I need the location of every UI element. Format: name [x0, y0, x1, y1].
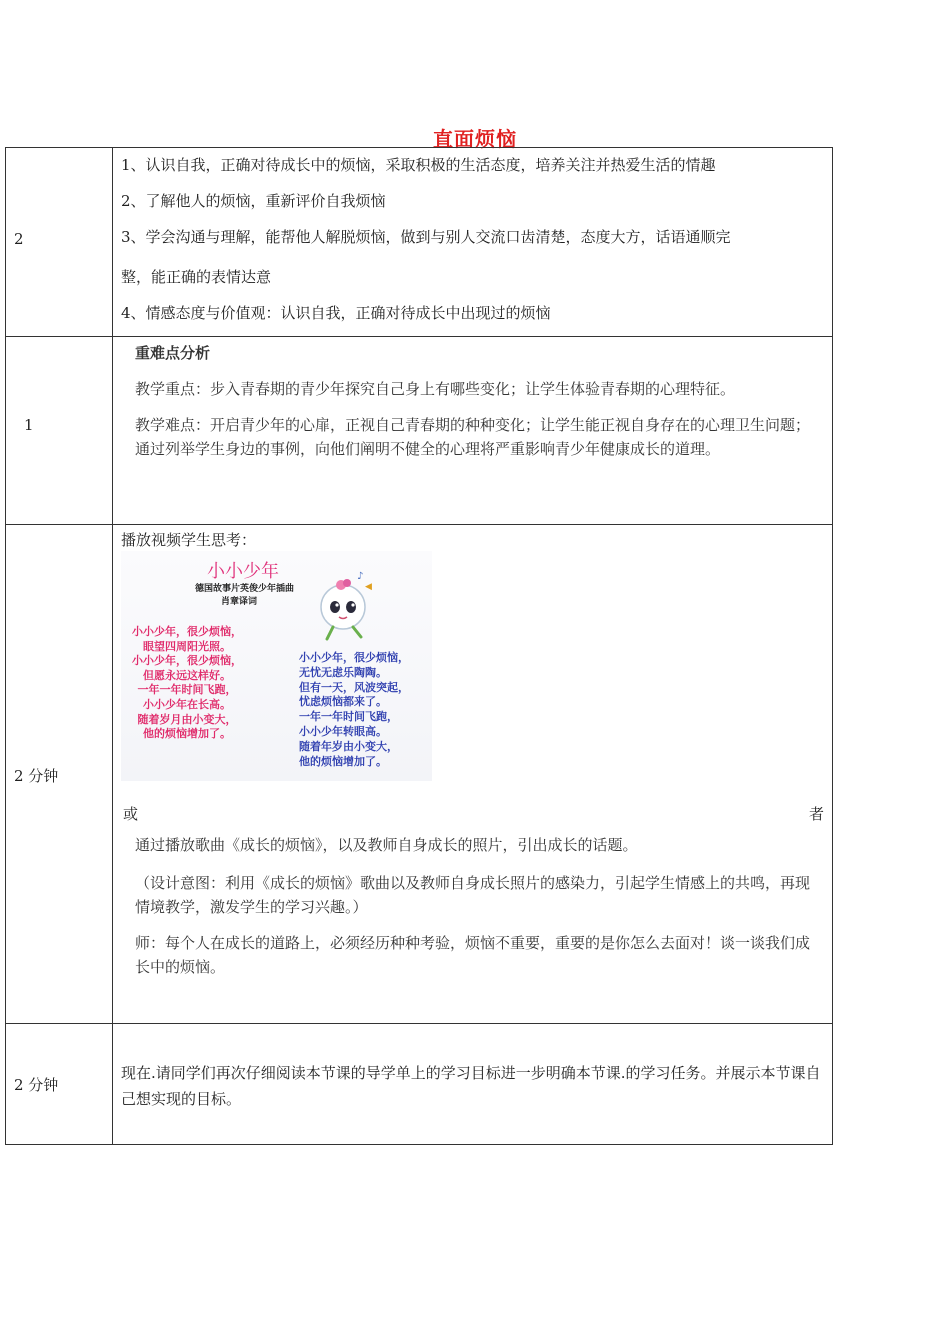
analysis-cell [113, 337, 833, 525]
song-lyrics-image [121, 551, 432, 781]
lyric-line: 他的烦恼增加了。 [143, 727, 231, 741]
lyric-line: 随着岁月由小变大， [137, 712, 237, 726]
svg-text:◀: ◀ [365, 582, 372, 592]
lyrics-right-column [299, 651, 409, 769]
lyric-line: 随着年岁由小变大， [299, 739, 398, 753]
time-label: 2 分钟 [14, 1076, 59, 1094]
table-row [6, 1024, 833, 1145]
alt-activity-text: 通过播放歌曲《成长的烦恼》，以及教师自身成长的照片，引出成长的话题。 [135, 836, 638, 854]
song-author: 肖章译词 [221, 597, 258, 607]
lyric-line: 但愿永远这样好。 [143, 668, 231, 682]
objective-item: 4、情感态度与价值观：认识自我，正确对待成长中出现过的烦恼 [121, 304, 551, 322]
document-title: 直面烦恼 [433, 127, 517, 151]
or-left-text: 或 [123, 805, 139, 823]
objective-item: 3、学会沟通与理解，能帮他人解脱烦恼，做到与别人交流口齿清楚，态度大方，话语通顺完 [121, 228, 731, 246]
lyric-line: 小小少年在长高。 [143, 697, 231, 711]
time-label: 2 [14, 230, 24, 248]
time-cell [6, 525, 113, 1024]
lyric-line: 小小少年转眼高。 [299, 724, 387, 738]
table-row [6, 525, 833, 1024]
teacher-line-text: 师：每个人在成长的道路上，必须经历种种考验，烦恼不重要，重要的是你怎么去面对！谈一谈我们成长中的烦恼。 [135, 934, 811, 976]
lyric-line: 眼望四周阳光照。 [143, 639, 231, 653]
objective-item: 整，能正确的表情达意 [121, 268, 272, 286]
time-label: 1 [24, 416, 34, 434]
lyric-line: 小小少年，很少烦恼， [132, 654, 242, 668]
lyric-line: 但有一天，风波突起， [299, 680, 409, 694]
intro-text: 播放视频学生思考： [121, 531, 257, 549]
song-title: 小小少年 [207, 561, 279, 582]
objectives-cell [113, 148, 833, 337]
lyric-line: 他的烦恼增加了。 [299, 754, 387, 768]
or-line [113, 781, 832, 825]
section-heading: 重难点分析 [135, 344, 211, 362]
lyric-line: 一年一年时间飞跑， [137, 683, 237, 697]
time-cell [6, 337, 113, 525]
lyric-line: 忧虑烦恼都来了。 [299, 695, 387, 709]
or-right-text: 者 [808, 805, 824, 823]
table-row [6, 148, 833, 337]
svg-text:♪: ♪ [357, 571, 364, 582]
song-subtitle: 德国故事片英俊少年插曲 [195, 584, 295, 594]
time-label: 2 分钟 [14, 767, 59, 785]
time-cell [6, 1024, 113, 1145]
objective-item: 1、认识自我，正确对待成长中的烦恼，采取积极的生活态度，培养关注并热爱生活的情趣 [121, 156, 716, 174]
cartoon-mascot-icon [313, 565, 377, 645]
difficult-point-text: 教学难点：开启青少年的心扉，正视自己青春期的种种变化；让学生能正视自身存在的心理卫生问题；通过列举学生身边的事例，向他们阐明不健全的心理将严重影响青少年健康成长的道理。 [135, 416, 811, 458]
lyric-line: 小小少年，很少烦恼， [299, 651, 409, 664]
table-row [6, 337, 833, 525]
task-cell [113, 1024, 833, 1145]
lesson-table [5, 147, 833, 1145]
lyrics-left-column [127, 625, 247, 742]
objective-item: 2、了解他人的烦恼，重新评价自我烦恼 [121, 192, 386, 210]
lyric-line: 无忧无虑乐陶陶。 [299, 665, 387, 679]
lyric-line: 小小少年，很少烦恼， [132, 625, 242, 638]
lyric-line: 一年一年时间飞跑， [299, 710, 398, 724]
task-text: 现在.请同学们再次仔细阅读本节课的导学单上的学习目标进一步明确本节课.的学习任务。并展示本节课自己想实现的目标。 [121, 1064, 821, 1108]
time-cell [6, 148, 113, 337]
activity-cell [113, 525, 833, 1024]
key-point-text: 教学重点：步入青春期的青少年探究自己身上有哪些变化；让学生体验青春期的心理特征。 [135, 380, 736, 398]
design-intent-text: （设计意图：利用《成长的烦恼》歌曲以及教师自身成长照片的感染力，引起学生情感上的共鸣，再现情境教学，激发学生的学习兴趣。） [135, 874, 811, 916]
